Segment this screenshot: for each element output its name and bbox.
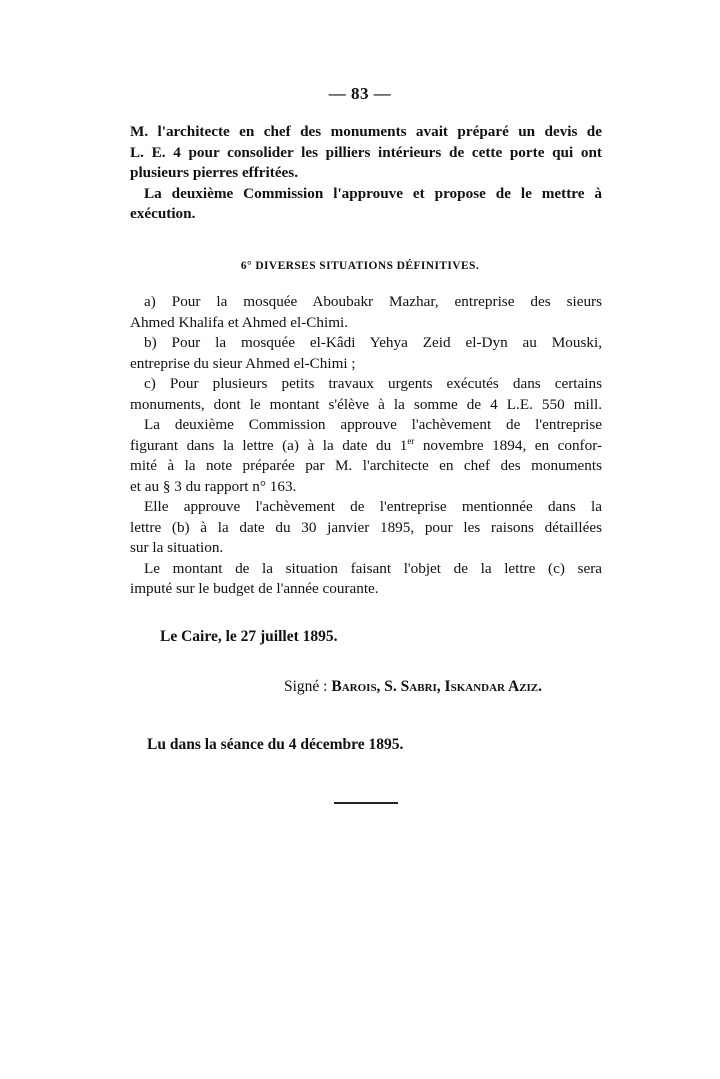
para3-line: La deuxième Commission approuve l'achèvement de l'entreprise [144, 416, 602, 433]
para3-line [130, 436, 602, 457]
item-b-line: entreprise du sieur Ahmed el-Chimi ; [130, 354, 356, 372]
para3-line: mité à la note préparée par M. l'architecte en chef des monuments [130, 457, 602, 474]
para4-line: Elle approuve l'achèvement de l'entreprise mentionnée dans la [144, 498, 602, 515]
signed-label: Signé : [284, 678, 328, 695]
para1-line: M. l'architecte en chef des monuments avait préparé un devis de [130, 123, 602, 140]
para4-line: sur la situation. [130, 539, 224, 556]
page-number: — 83 — [328, 84, 392, 103]
para3-line2-after: novembre 1894, en confor- [414, 436, 603, 454]
place-date: Le Caire, le 27 juillet 1895. [160, 628, 338, 645]
section-heading [0, 260, 720, 272]
signatories: Barois, S. Sabri, Iskandar Aziz. [331, 678, 543, 695]
para2-line: La deuxième Commission l'approuve et propose de le mettre à [144, 184, 602, 202]
item-a-line: a) Pour la mosquée Aboubakr Mazhar, entreprise des sieurs [144, 293, 602, 310]
items-block [130, 292, 602, 600]
para1-line: L. E. 4 pour consolider les pilliers intérieurs de cette porte qui ont [130, 143, 602, 161]
para2-line: exécution. [130, 205, 196, 222]
para5-line: Le montant de la situation faisant l'objet de la lettre (c) sera [144, 559, 602, 577]
item-c-line: monuments, dont le montant s'élève à la somme de 4 L.E. 550 mill. [130, 395, 602, 413]
item-b-line: b) Pour la mosquée el-Kâdi Yehya Zeid el-Dyn au Mouski, [144, 334, 602, 351]
para4-line: lettre (b) à la date du 30 janvier 1895, pour les raisons détaillées [130, 518, 602, 536]
read-in-session: Lu dans la séance du 4 décembre 1895. [147, 736, 404, 753]
signature-line [284, 678, 542, 696]
para3-line: et au § 3 du rapport n° 163. [130, 477, 297, 495]
para5-line: imputé sur le budget de l'année courante. [130, 580, 379, 597]
item-c-line: c) Pour plusieurs petits travaux urgents exécutés dans certains [144, 375, 602, 392]
item-a-line: Ahmed Khalifa et Ahmed el-Chimi. [130, 313, 349, 331]
intro-paragraphs [130, 122, 602, 225]
closing-rule [334, 802, 398, 804]
para3-line2-before: figurant dans la lettre (a) à la date du 1 [130, 436, 408, 454]
para1-line: plusieurs pierres effritées. [130, 164, 299, 181]
section-number: 6° [240, 260, 253, 272]
ordinal-superscript: er [407, 435, 415, 446]
section-title: DIVERSES SITUATIONS DÉFINITIVES. [255, 260, 480, 272]
